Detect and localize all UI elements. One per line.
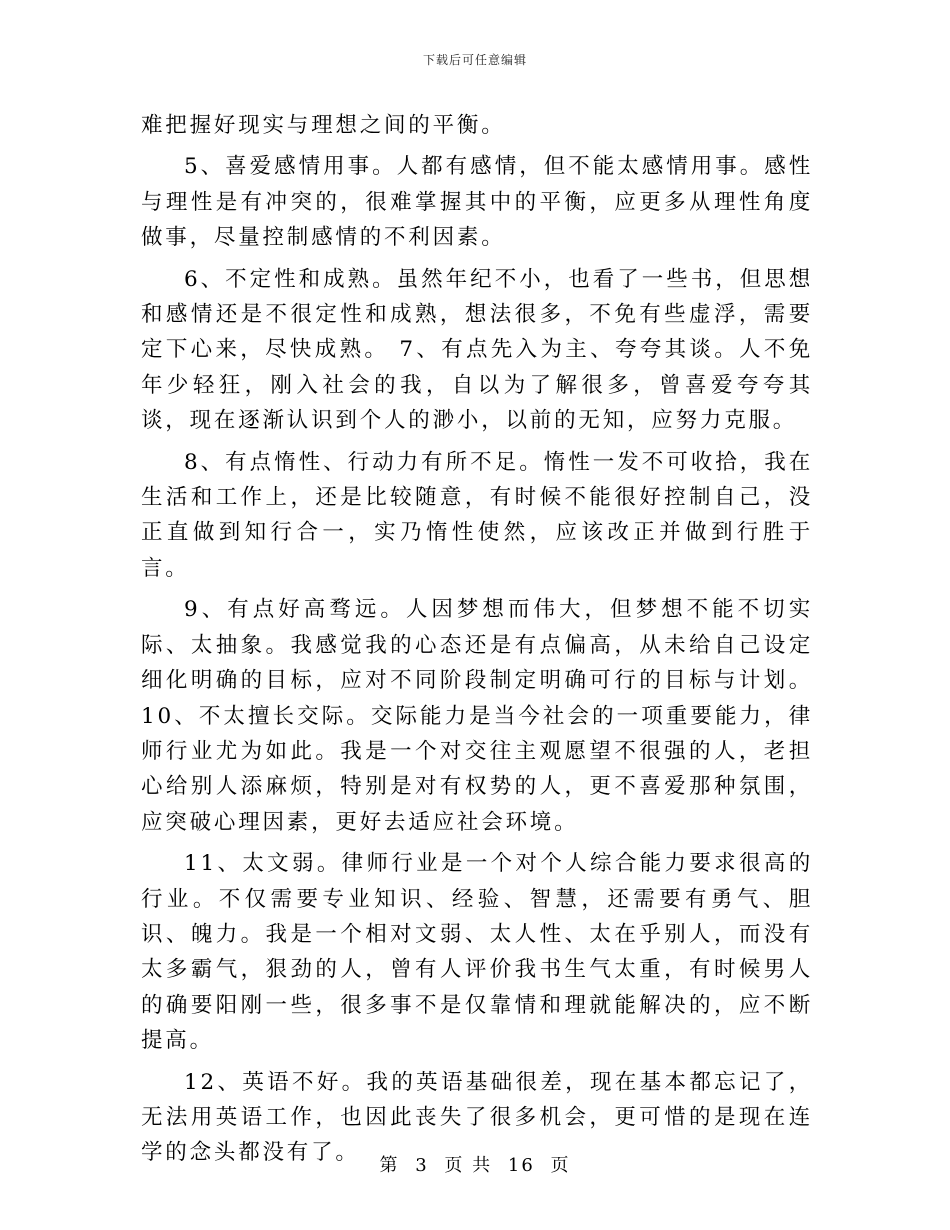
paragraph-item-5: 5、喜爱感情用事。人都有感情，但不能太感情用事。感性与理性是有冲突的，很难掌握其中的平衡，应更多从理性角度做事，尽量控制感情的不利因素。: [141, 154, 813, 251]
document-body: [141, 108, 813, 1177]
page-header: 下载后可任意编辑: [422, 53, 527, 67]
paragraph-item-12: 12、英语不好。我的英语基础很差，现在基本都忘记了，无法用英语工作，也因此丧失了很多机会，更可惜的是现在连学的念头都没有了。: [141, 1069, 813, 1166]
paragraph-item-6-7: 6、不定性和成熟。虽然年纪不小，也看了一些书，但思想和感情还是不很定性和成熟，想法很多，不免有些虚浮，需要定下心来，尽快成熟。 7、有点先入为主、夸夸其谈。人不免年少轻狂，刚入社会的我，自以为了解很多，曾喜爱夸夸其谈，现在逐渐认识到个人的渺小，以前的无知，应努力克服。: [141, 266, 813, 434]
page-footer: [0, 1154, 950, 1178]
page-number-current: 3: [415, 1155, 429, 1176]
paragraph-continuation: 难把握好现实与理想之间的平衡。: [141, 113, 506, 138]
page-number-total: 16: [507, 1155, 535, 1176]
paragraph-item-9-10: 9、有点好高骛远。人因梦想而伟大，但梦想不能不切实际、太抽象。我感觉我的心态还是有点偏高，从未给自己设定细化明确的目标，应对不同阶段制定明确可行的目标与计划。 10、不太擅长交际。交际能力是当今社会的一项重要能力，律师行业尤为如此。我是一个对交往主观愿望不很强的人，老担心给别人添麻烦，特别是对有权势的人，更不喜爱那种氛围，应突破心理因素，更好去适应社会环境。: [141, 597, 813, 835]
paragraph-item-8: 8、有点惰性、行动力有所不足。惰性一发不可收拾，我在生活和工作上，还是比较随意，有时候不能很好控制自己，没正直做到知行合一，实乃惰性使然，应该改正并做到行胜于言。: [141, 449, 813, 581]
footer-middle: 页 共: [444, 1155, 493, 1176]
footer-suffix: 页: [550, 1155, 571, 1176]
paragraph-item-11: 11、太文弱。律师行业是一个对个人综合能力要求很高的行业。不仅需要专业知识、经验、智慧，还需要有勇气、胆识、魄力。我是一个相对文弱、太人性、太在乎别人，而没有太多霸气，狠劲的人，曾有人评价我书生气太重，有时候男人的确要阳刚一些，很多事不是仅靠情和理就能解决的，应不断提高。: [141, 851, 813, 1054]
footer-prefix: 第: [379, 1155, 400, 1176]
